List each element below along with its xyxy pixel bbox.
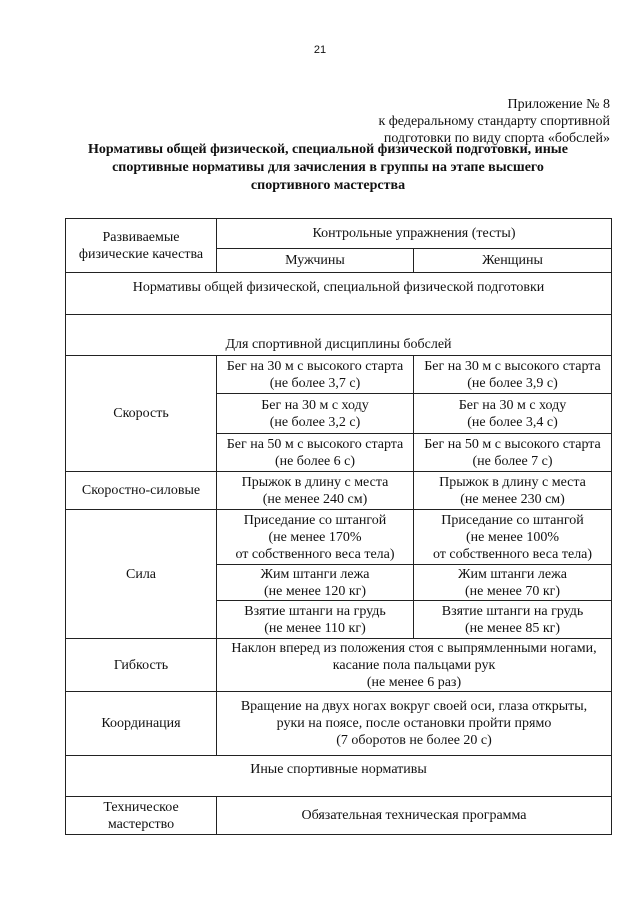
cell-line: касание пола пальцами рук bbox=[332, 657, 496, 673]
quality-speed-strength: Скоростно-силовые bbox=[66, 472, 217, 510]
cell-line: (не менее 100% bbox=[465, 529, 560, 545]
appendix-line: к федеральному стандарту спортивной bbox=[378, 114, 610, 129]
women-cell bbox=[414, 601, 612, 639]
cell-line: Взятие штанги на грудь bbox=[244, 603, 386, 619]
section-general: Нормативы общей физической, специальной физической подготовки bbox=[66, 273, 612, 315]
header-women: Женщины bbox=[414, 249, 612, 273]
cell-line: Бег на 30 м с высокого старта bbox=[226, 358, 404, 374]
quality-strength: Сила bbox=[66, 510, 217, 639]
table-row bbox=[66, 356, 612, 394]
cell-line: от собственного веса тела) bbox=[432, 546, 593, 562]
women-cell bbox=[414, 472, 612, 510]
cell-line: (не менее 240 см) bbox=[262, 491, 368, 507]
men-cell bbox=[217, 601, 414, 639]
section-row bbox=[66, 756, 612, 797]
section-other: Иные спортивные нормативы bbox=[66, 756, 612, 797]
cell-line: (не более 3,7 с) bbox=[269, 375, 361, 391]
coordination-cell bbox=[217, 692, 612, 756]
men-cell bbox=[217, 472, 414, 510]
cell-line: Бег на 50 м с высокого старта bbox=[226, 436, 404, 452]
cell-line: (не менее 120 кг) bbox=[263, 583, 367, 599]
cell-line: (не более 7 с) bbox=[472, 453, 553, 469]
cell-line: (не менее 110 кг) bbox=[264, 620, 366, 636]
technical-cell: Обязательная техническая программа bbox=[217, 797, 612, 835]
cell-line: (не менее 70 кг) bbox=[464, 583, 561, 599]
document-title bbox=[58, 141, 598, 195]
quality-technical bbox=[66, 797, 217, 835]
cell-line: Наклон вперед из положения стоя с выпрямленными ногами, bbox=[231, 640, 597, 656]
cell-line: Техническое bbox=[103, 799, 179, 815]
table-row bbox=[66, 639, 612, 692]
title-line: спортивные нормативы для зачисления в группы на этапе высшего bbox=[112, 160, 544, 175]
men-cell bbox=[217, 565, 414, 601]
cell-line: (не более 3,2 с) bbox=[269, 414, 361, 430]
cell-line: (не более 3,4 с) bbox=[467, 414, 558, 430]
cell-line: Жим штанги лежа bbox=[260, 566, 370, 582]
cell-line: руки на поясе, после остановки пройти прямо bbox=[276, 716, 552, 731]
cell-line: Прыжок в длину с места bbox=[439, 474, 586, 490]
cell-line: Приседание со штангой bbox=[441, 512, 584, 528]
women-cell bbox=[414, 356, 612, 394]
cell-line: Бег на 30 м с высокого старта bbox=[424, 358, 601, 374]
cell-line: (не более 6 с) bbox=[274, 453, 356, 469]
subsection-discipline: Для спортивной дисциплины бобслей bbox=[66, 315, 612, 356]
header-men: Мужчины bbox=[217, 249, 414, 273]
section-row bbox=[66, 273, 612, 315]
women-cell bbox=[414, 434, 612, 472]
page-number: 21 bbox=[313, 44, 327, 56]
women-cell bbox=[414, 565, 612, 601]
cell-line: Бег на 30 м с ходу bbox=[261, 397, 369, 413]
cell-line: Приседание со штангой bbox=[243, 512, 387, 528]
cell-line: от собственного веса тела) bbox=[235, 546, 395, 562]
cell-line: Прыжок в длину с места bbox=[241, 474, 389, 490]
cell-line: Вращение на двух ногах вокруг своей оси, глаза открыты, bbox=[240, 699, 588, 714]
women-cell bbox=[414, 510, 612, 565]
table-row bbox=[66, 692, 612, 756]
quality-speed: Скорость bbox=[66, 356, 217, 472]
header-qualities-line: Развиваемые bbox=[102, 229, 180, 245]
norms-table bbox=[65, 218, 612, 835]
cell-line: мастерство bbox=[107, 816, 175, 832]
cell-line: (7 оборотов не более 20 с) bbox=[336, 733, 492, 748]
subsection-row bbox=[66, 315, 612, 356]
quality-coordination: Координация bbox=[66, 692, 217, 756]
header-qualities bbox=[66, 219, 217, 273]
cell-line: (не менее 6 раз) bbox=[366, 674, 462, 690]
appendix-header bbox=[378, 96, 610, 147]
header-qualities-line: физические качества bbox=[78, 246, 204, 262]
men-cell bbox=[217, 434, 414, 472]
men-cell bbox=[217, 356, 414, 394]
flexibility-cell bbox=[217, 639, 612, 692]
appendix-line: Приложение № 8 bbox=[507, 97, 610, 112]
quality-flexibility: Гибкость bbox=[66, 639, 217, 692]
table-row bbox=[66, 472, 612, 510]
men-cell bbox=[217, 510, 414, 565]
cell-line: Жим штанги лежа bbox=[458, 566, 567, 582]
table-row bbox=[66, 797, 612, 835]
cell-line: (не более 3,9 с) bbox=[467, 375, 558, 391]
women-cell bbox=[414, 394, 612, 434]
header-tests: Контрольные упражнения (тесты) bbox=[217, 219, 612, 249]
cell-line: Взятие штанги на грудь bbox=[441, 603, 584, 619]
cell-line: Бег на 30 м с ходу bbox=[458, 397, 567, 413]
cell-line: Бег на 50 м с высокого старта bbox=[424, 436, 601, 452]
cell-line: (не менее 170% bbox=[268, 529, 362, 545]
header-row bbox=[66, 219, 612, 249]
cell-line: (не менее 230 см) bbox=[460, 491, 565, 507]
cell-line: (не менее 85 кг) bbox=[464, 620, 561, 636]
men-cell bbox=[217, 394, 414, 434]
appendix-line: подготовки по виду спорта «бобслей» bbox=[383, 131, 610, 146]
table-row bbox=[66, 510, 612, 565]
title-line: спортивного мастерства bbox=[250, 178, 406, 193]
title-line: Нормативы общей физической, специальной физической подготовки, иные bbox=[88, 142, 568, 157]
